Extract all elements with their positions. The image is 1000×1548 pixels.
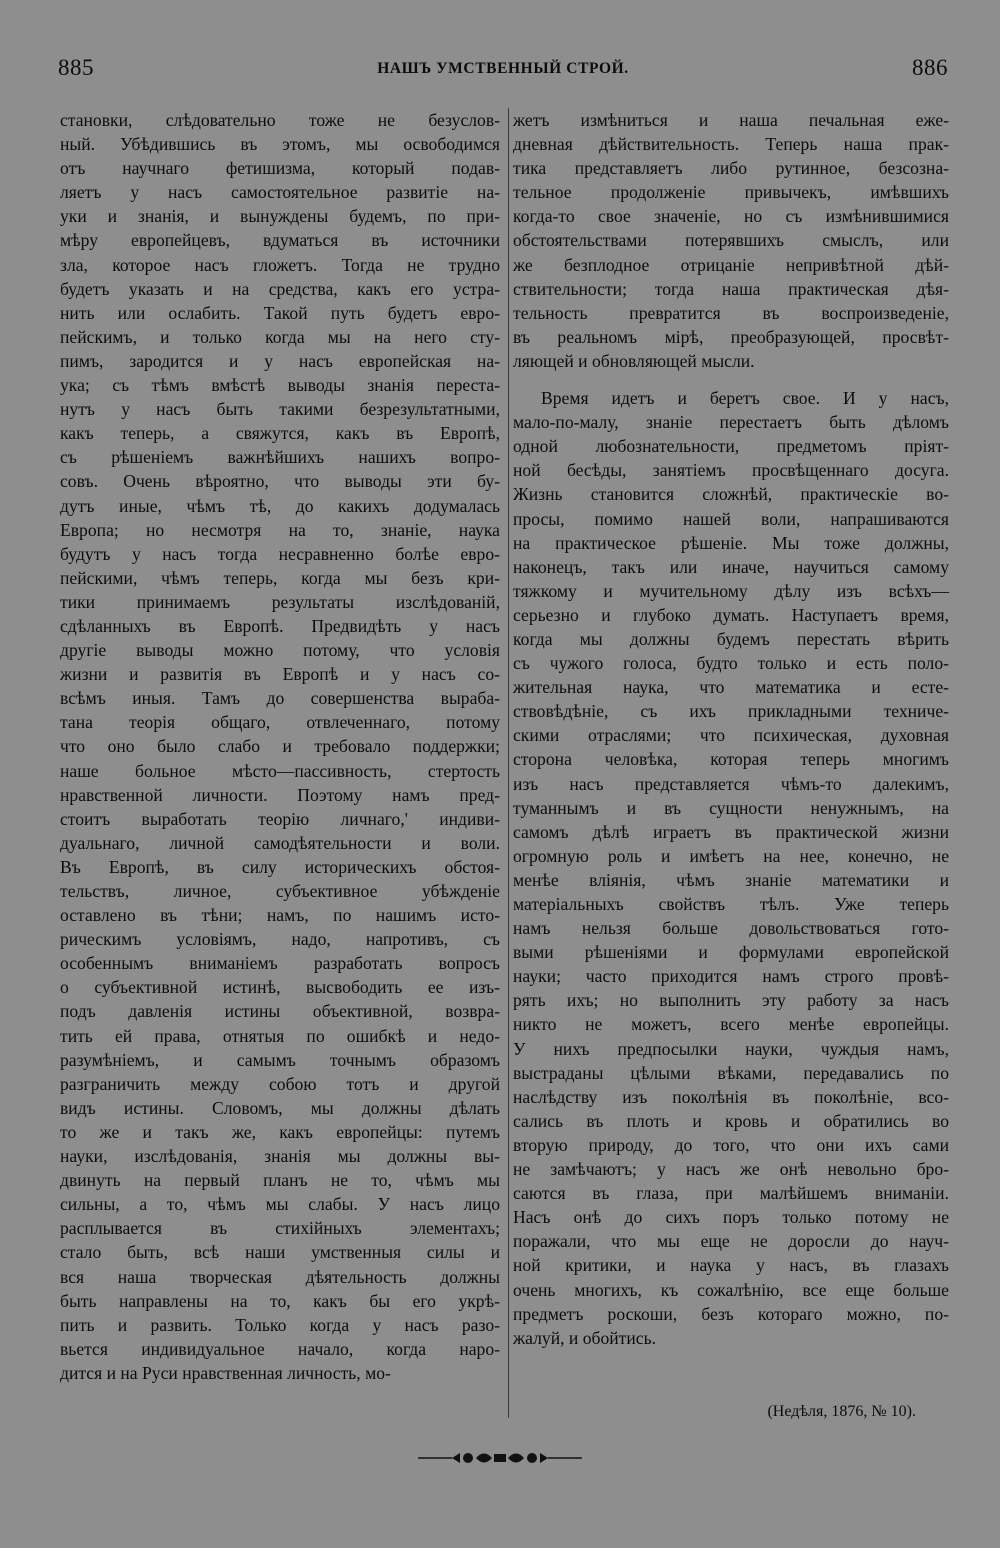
text-line: дится и на Руси нравственная личность, мо- (60, 1362, 391, 1383)
text-line: науки, изслѣдованія, знанія мы должны вы- (60, 1146, 500, 1167)
text-line: пейскими, чѣмъ теперь, когда мы безъ кри- (60, 567, 500, 588)
text-line: Время идетъ и беретъ свое. И у насъ, (541, 388, 949, 409)
text-line: менѣе вліянія, чѣмъ знаніе математики и (513, 869, 949, 890)
text-line: ствительности; тогда наша практическая дѣя- (513, 278, 949, 299)
text-line: очень многихъ, къ сожалѣнію, все еще больше (513, 1279, 949, 1300)
text-line: о субъективной истинѣ, высвободить ее изъ- (60, 977, 500, 998)
text-line: видъ истины. Словомъ, мы должны дѣлать (60, 1097, 500, 1118)
text-line: будетъ указать и на средства, какъ его устра- (60, 278, 500, 299)
left-column (60, 108, 500, 1385)
text-line: науки; часто приходится намъ строго провѣ- (513, 966, 949, 987)
text-line: наслѣдству изъ поколѣнія въ поколѣніе, всо- (513, 1086, 949, 1107)
text-line: будутъ у насъ тогда несравненно болѣе евро- (60, 543, 500, 564)
text-line: жетъ измѣниться и наша печальная еже- (513, 110, 949, 130)
text-line: ный. Убѣдившись въ этомъ, мы освободимся (60, 134, 500, 155)
text-line: самомъ дѣлѣ играетъ въ практической жизни (513, 821, 949, 842)
right-paragraph-1 (513, 108, 949, 373)
text-line: другіе выводы можно потому, что условія (60, 640, 500, 661)
text-line: мѣру европейцевъ, вдуматься въ источники (60, 230, 500, 251)
text-line: вьется индивидуальное начало, когда наро- (60, 1338, 500, 1359)
text-line: подъ давленія истины объективной, возвра- (60, 1001, 500, 1022)
text-line: особеннымъ вниманіемъ разработать вопросъ (60, 953, 500, 974)
text-line: ной бесѣды, занятіемъ просвѣщеннаго досуга. (513, 460, 949, 481)
text-line: уки и знанія, и вынуждены будемъ, по при- (60, 206, 500, 227)
text-line: тельное продолженіе привычекъ, имѣвшихъ (513, 182, 949, 203)
text-line: съ рѣшеніемъ важнѣйшихъ нашихъ вопро- (60, 447, 500, 468)
text-line: рическимъ условіямъ, надо, напротивъ, съ (60, 929, 500, 950)
text-line: выстраданы цѣлыми вѣками, передавались по (513, 1062, 949, 1083)
text-line: Насъ онѣ до сихъ поръ только потому не (513, 1207, 949, 1228)
text-line: отъ научнаго фетишизма, который подав- (60, 158, 500, 179)
text-line: нить или ослабить. Такой путь будетъ евро- (60, 302, 500, 323)
text-line: дутъ иные, чѣмъ тѣ, до какихъ додумалась (60, 495, 500, 516)
text-line: быть направлены на то, какъ бы его укрѣ- (60, 1290, 500, 1311)
text-line: наше больное мѣсто—пассивность, стертость (60, 760, 500, 781)
text-line: скими отраслями; что психическая, духовная (513, 725, 949, 746)
text-line: нравственной личности. Поэтому намъ пред- (60, 784, 500, 805)
text-line: дуальнаго, личной самодѣятельности и воли. (60, 832, 500, 853)
text-line: зла, которое насъ гложетъ. Тогда не трудно (60, 254, 500, 275)
text-line: тики принимаемъ результаты изслѣдованій, (60, 591, 500, 612)
text-line: разумѣніемъ, и самымъ точнымъ образомъ (60, 1049, 500, 1070)
text-line: серьезно и глубоко думать. Наступаетъ время, (513, 604, 949, 625)
running-title: НАШЪ УМСТВЕННЫЙ СТРОЙ. (377, 60, 629, 77)
text-line: выми рѣшеніями и формулами европейской (513, 942, 949, 963)
text-line: не замѣчаютъ; у насъ же онѣ невольно бро- (513, 1159, 949, 1180)
page-number-left: 885 (58, 55, 94, 80)
text-line: пейскимъ, и только когда мы на него сту- (60, 326, 500, 347)
text-line: саются въ глаза, при малѣйшемъ вниманіи. (513, 1183, 949, 1204)
text-line: совъ. Очень вѣроятно, что выводы эти бу- (60, 471, 500, 492)
text-line: дневная дѣйствительность. Теперь наша прак- (513, 134, 949, 155)
text-line: тика представляетъ либо рутинное, безсозна- (513, 158, 949, 179)
text-line: обстоятельствами потерявшихъ смыслъ, или (513, 230, 949, 251)
text-line: какъ теперь, а свяжутся, какъ въ Европѣ, (60, 423, 500, 444)
text-line: пимъ, зародится и у насъ европейская на- (60, 350, 500, 371)
text-line: огромную роль и имѣетъ на нее, конечно, не (513, 845, 949, 866)
text-line: туманнымъ и въ сущности ненужнымъ, на (513, 797, 949, 818)
page-header (58, 55, 948, 89)
text-line: оставлено въ тѣни; намъ, по нашимъ исто- (60, 905, 500, 926)
text-line: матеріальныхъ свойствъ тѣлъ. Уже теперь (513, 894, 949, 914)
column-divider (508, 108, 509, 1418)
text-line: расплывается въ стихійныхъ элементахъ; (60, 1218, 500, 1239)
text-line: намъ нельзя больше довольствоваться гото- (513, 918, 949, 939)
text-line: сильны, а то, чѣмъ мы слабы. У насъ лицо (60, 1194, 500, 1215)
text-line: тельность превратится въ воспроизведеніе, (513, 302, 949, 323)
text-line: сались въ плоть и кровь и обратились во (513, 1110, 949, 1131)
text-line: всѣмъ иныя. Тамъ до совершенства выраба- (60, 688, 500, 709)
text-line: изъ насъ представляется чѣмъ-то далекимъ, (513, 773, 949, 794)
text-line: тана теорія общаго, отвлеченнаго, потому (60, 712, 500, 733)
text-line: въ реальномъ мірѣ, преобразующей, просвѣт- (513, 326, 949, 347)
text-line: Европа; но несмотря на то, знаніе, наука (60, 519, 500, 540)
text-line: съ чужого голоса, будто только и есть поло- (513, 653, 949, 674)
text-line: тить ей права, отнятыя по ошибкѣ и недо- (60, 1025, 500, 1046)
text-line: сдѣланныхъ въ Европѣ. Предвидѣть у насъ (60, 615, 500, 636)
text-line: поражали, что мы еще не доросли до науч- (513, 1231, 949, 1252)
source-signature: (Недѣля, 1876, № 10). (767, 1403, 916, 1420)
text-line: стоитъ выработать теорію личнаго,' индиви- (60, 808, 500, 829)
text-line: двинуть на первый планъ не то, чѣмъ мы (60, 1170, 500, 1191)
flourish-divider-icon (400, 1443, 600, 1473)
text-line: просы, помимо нашей воли, напрашиваются (513, 508, 949, 529)
text-line: ствовѣдѣніе, съ ихъ прикладными техниче- (513, 701, 949, 722)
text-line: что оно было слабо и требовало поддержки; (60, 736, 500, 757)
text-line: разграничить между собою тотъ и другой (60, 1073, 500, 1094)
text-line: ной критики, и наука у насъ, въ глазахъ (513, 1255, 949, 1276)
text-line: наконецъ, такъ или иначе, научиться самому (513, 556, 949, 577)
text-line: ляетъ у насъ самостоятельное развитіе на- (60, 182, 500, 203)
page-number-right: 886 (912, 55, 948, 80)
text-line: У нихъ предпосылки науки, чуждыя намъ, (513, 1038, 949, 1059)
text-line: Жизнь становится сложнѣй, практическіе во- (513, 484, 949, 505)
text-line: ляющей и обновляющей мысли. (513, 350, 755, 371)
text-line: одной любознательности, предметомъ пріят- (513, 436, 949, 457)
text-line: жизни и развитія въ Европѣ и у насъ со- (60, 664, 500, 685)
right-paragraph-2 (513, 386, 949, 1350)
text-line: когда мы должны будемъ перестать вѣрить (513, 628, 949, 649)
text-line: же безплодное отрицаніе непривѣтной дѣй- (513, 254, 949, 275)
text-line: тельствъ, личное, субъективное убѣжденіе (60, 881, 500, 901)
text-line: вторую природу, до того, что они ихъ сами (513, 1134, 949, 1155)
text-line: ука; съ тѣмъ вмѣстѣ выводы знанія переста- (60, 375, 500, 396)
text-line: то же и такъ же, какъ европейцы: путемъ (60, 1121, 500, 1142)
text-line: мало-по-малу, знаніе перестаетъ быть дѣломъ (513, 412, 949, 433)
right-column (513, 108, 949, 1350)
text-line: стало быть, всѣ наши умственныя силы и (60, 1242, 500, 1263)
text-line: тяжкому и мучительному дѣлу изъ всѣхъ— (513, 580, 949, 601)
text-line: нутъ у насъ быть такими безрезультатными, (60, 399, 500, 420)
text-line: жительная наука, что математика и есте- (513, 677, 949, 698)
text-line: пить и развить. Только когда у насъ разо- (60, 1314, 500, 1335)
paragraph-gap (513, 373, 949, 386)
text-line: становки, слѣдовательно тоже не безуслов- (60, 110, 500, 130)
text-line: никто не можетъ, всего менѣе европейцы. (513, 1014, 949, 1035)
text-line: жалуй, и обойтись. (513, 1327, 657, 1348)
text-line: Въ Европѣ, въ силу историческихъ обстоя- (60, 856, 500, 877)
text-line: вся наша творческая дѣятельность должны (60, 1266, 500, 1287)
text-line: сторона человѣка, которая теперь многимъ (513, 749, 949, 770)
text-line: предметъ роскоши, безъ котораго можно, по- (513, 1303, 949, 1324)
text-line: когда-то свое значеніе, но съ измѣнившимися (513, 206, 949, 227)
text-line: рять ихъ; но выполнить эту работу за насъ (513, 990, 949, 1011)
text-line: на практическое рѣшеніе. Мы тоже должны, (513, 532, 949, 553)
